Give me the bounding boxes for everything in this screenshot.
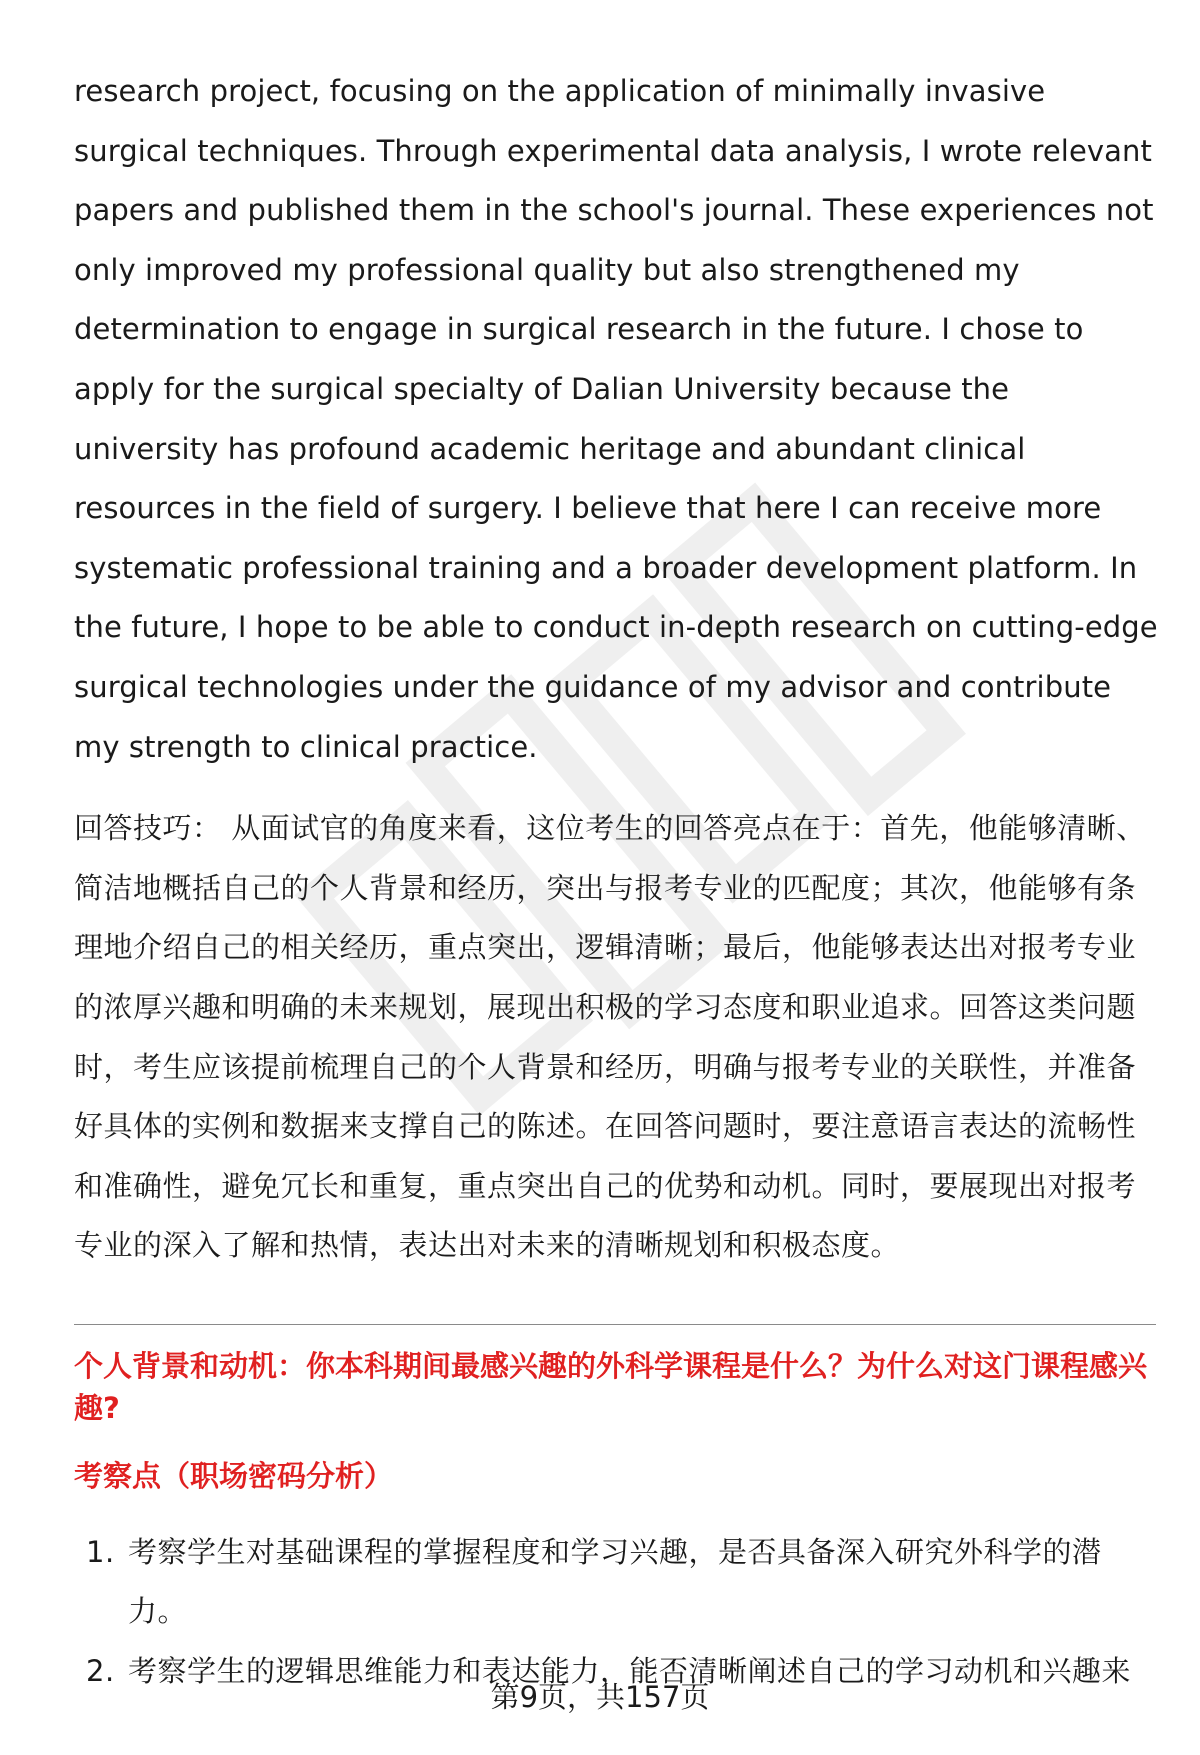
list-item-text: 考察学生对基础课程的掌握程度和学习兴趣，是否具备深入研究外科学的潜力。 [128,1534,1102,1629]
list-item-text: 考察学生的逻辑思维能力和表达能力，能否清晰阐述自己的学习动机和兴趣来 [128,1654,1132,1689]
list-item-number: 2. [86,1654,115,1689]
page-content [74,62,1159,1702]
question-heading: 个人背景和动机：你本科期间最感兴趣的外科学课程是什么？为什么对这门课程感兴趣? [74,1348,1148,1425]
body-paragraph: research project, focusing on the application of minimally invasive surgical techniques. Through experimental data analysis, I wrote relevant papers and published them in the school's journal. These experiences not only improved my professional quality but also strengthened my determination to engage in surgical research in the future. I chose to apply for the surgical specialty of Dalian University because the university has profound academic heritage and abundant clinical resources in the field of surgery. I believe that here I can receive more systematic professional training and a broader development platform. In the future, I hope to be able to conduct in-depth research on cutting-edge surgical technologies under the guidance of my advisor and contribute my strength to clinical practice. [74,74,1158,764]
analysis-list [74,1523,1159,1702]
section-divider [74,1324,1156,1325]
section-title: 考察点（职场密码分析） [74,1458,394,1493]
page-footer: 第9页，共157页 [490,1680,710,1714]
list-item [74,1523,1159,1642]
tips-paragraph: 回答技巧： 从面试官的角度来看，这位考生的回答亮点在于：首先，他能够清晰、简洁地概括自己的个人背景和经历，突出与报考专业的匹配度；其次，他能够有条理地介绍自己的相关经历，重点突出，逻辑清晰；最后，他能够表达出对报考专业的浓厚兴趣和明确的未来规划，展现出积极的学习态度和职业追求。回答这类问题时，考生应该提前梳理自己的个人背景和经历，明确与报考专业的关联性，并准备好具体的实例和数据来支撑自己的陈述。在回答问题时，要注意语言表达的流畅性和准确性，避免冗长和重复，重点突出自己的优势和动机。同时，要展现出对报考专业的深入了解和热情，表达出对未来的清晰规划和积极态度。 [74,811,1146,1263]
list-item-number: 1. [86,1534,115,1569]
